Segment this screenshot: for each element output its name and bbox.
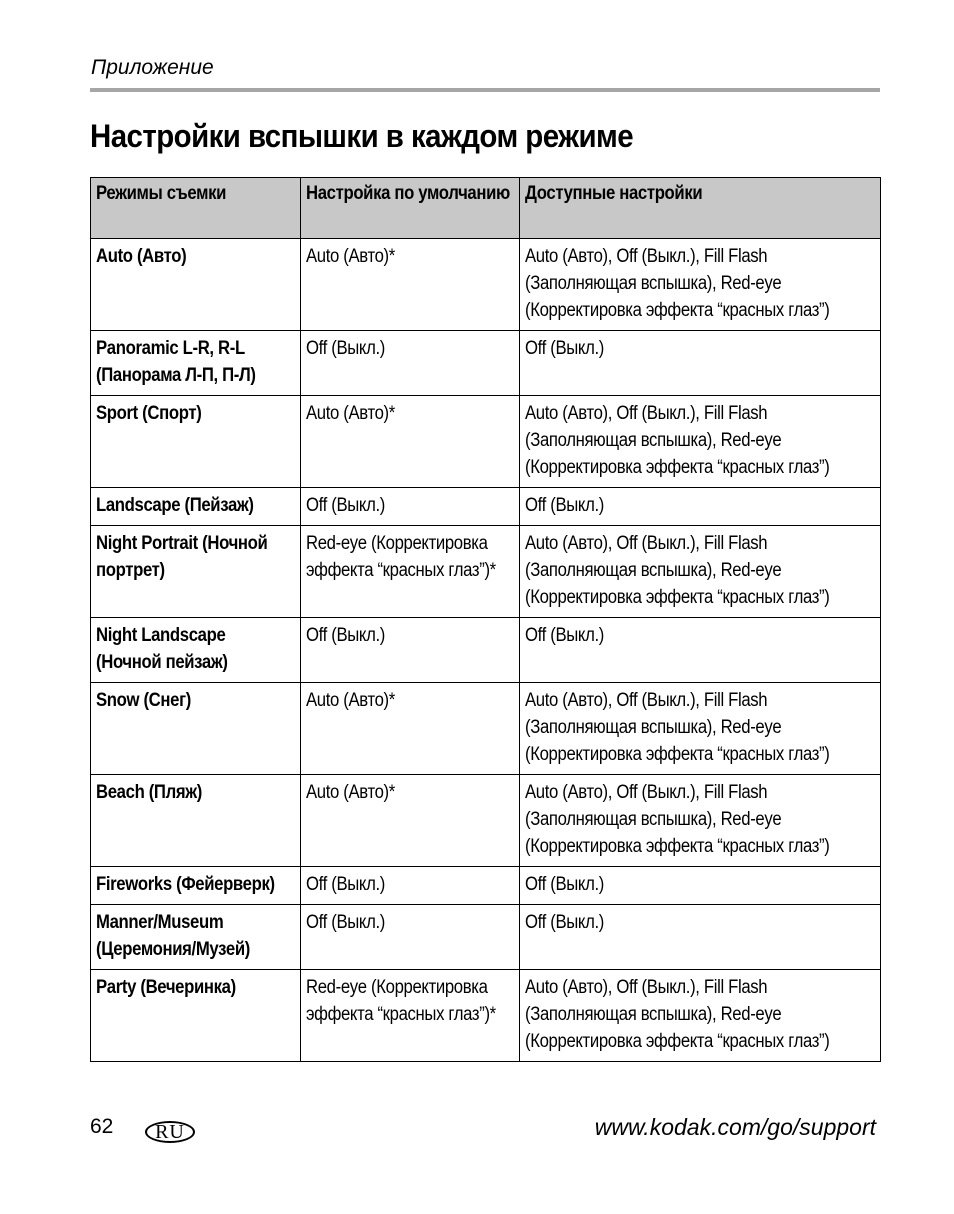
- mode-cell: Night Portrait (Ночной портрет): [91, 526, 301, 618]
- column-header-mode: Режимы съемки: [91, 178, 301, 239]
- mode-cell: Sport (Спорт): [91, 396, 301, 488]
- language-badge: RU: [145, 1121, 195, 1143]
- column-header-default: Настройка по умолчанию: [301, 178, 520, 239]
- default-cell: Auto (Авто)*: [301, 775, 520, 867]
- column-header-available: Доступные настройки: [520, 178, 881, 239]
- section-label: Приложение: [91, 56, 214, 79]
- default-cell: Off (Выкл.): [301, 488, 520, 526]
- available-cell: Off (Выкл.): [520, 331, 881, 396]
- mode-cell: Snow (Снег): [91, 683, 301, 775]
- default-cell: Auto (Авто)*: [301, 396, 520, 488]
- table-row: [91, 396, 881, 488]
- header-rule: [90, 88, 880, 92]
- mode-cell: Night Landscape (Ночной пейзаж): [91, 618, 301, 683]
- default-cell: Auto (Авто)*: [301, 683, 520, 775]
- table-row: [91, 488, 881, 526]
- table-row: [91, 331, 881, 396]
- available-cell: Off (Выкл.): [520, 905, 881, 970]
- table-row: [91, 526, 881, 618]
- available-cell: Auto (Авто), Off (Выкл.), Fill Flash (Заполняющая вспышка), Red-eye (Корректировка эффекта “красных глаз”): [520, 683, 881, 775]
- default-cell: Off (Выкл.): [301, 905, 520, 970]
- table-row: [91, 618, 881, 683]
- flash-settings-table: [90, 177, 881, 1062]
- default-cell: Off (Выкл.): [301, 331, 520, 396]
- mode-cell: Panoramic L-R, R-L (Панорама Л-П, П-Л): [91, 331, 301, 396]
- default-cell: Off (Выкл.): [301, 867, 520, 905]
- page-title: Настройки вспышки в каждом режиме: [90, 118, 634, 154]
- table-header-row: [91, 178, 881, 239]
- table-row: [91, 775, 881, 867]
- default-cell: Off (Выкл.): [301, 618, 520, 683]
- available-cell: Auto (Авто), Off (Выкл.), Fill Flash (Заполняющая вспышка), Red-eye (Корректировка эффекта “красных глаз”): [520, 526, 881, 618]
- mode-cell: Auto (Авто): [91, 239, 301, 331]
- page-number: 62: [90, 1115, 114, 1138]
- table-row: [91, 239, 881, 331]
- available-cell: Off (Выкл.): [520, 488, 881, 526]
- available-cell: Auto (Авто), Off (Выкл.), Fill Flash (Заполняющая вспышка), Red-eye (Корректировка эффекта “красных глаз”): [520, 970, 881, 1062]
- table-row: [91, 683, 881, 775]
- table-row: [91, 970, 881, 1062]
- available-cell: Auto (Авто), Off (Выкл.), Fill Flash (Заполняющая вспышка), Red-eye (Корректировка эффекта “красных глаз”): [520, 239, 881, 331]
- default-cell: Red-eye (Корректировка эффекта “красных глаз”)*: [301, 970, 520, 1062]
- mode-cell: Manner/Museum (Церемония/Музей): [91, 905, 301, 970]
- mode-cell: Party (Вечеринка): [91, 970, 301, 1062]
- default-cell: Auto (Авто)*: [301, 239, 520, 331]
- available-cell: Auto (Авто), Off (Выкл.), Fill Flash (Заполняющая вспышка), Red-eye (Корректировка эффекта “красных глаз”): [520, 775, 881, 867]
- available-cell: Off (Выкл.): [520, 867, 881, 905]
- mode-cell: Beach (Пляж): [91, 775, 301, 867]
- mode-cell: Landscape (Пейзаж): [91, 488, 301, 526]
- table-row: [91, 905, 881, 970]
- support-url: www.kodak.com/go/support: [594, 1114, 876, 1140]
- available-cell: Off (Выкл.): [520, 618, 881, 683]
- mode-cell: Fireworks (Фейерверк): [91, 867, 301, 905]
- available-cell: Auto (Авто), Off (Выкл.), Fill Flash (Заполняющая вспышка), Red-eye (Корректировка эффекта “красных глаз”): [520, 396, 881, 488]
- table-row: [91, 867, 881, 905]
- default-cell: Red-eye (Корректировка эффекта “красных глаз”)*: [301, 526, 520, 618]
